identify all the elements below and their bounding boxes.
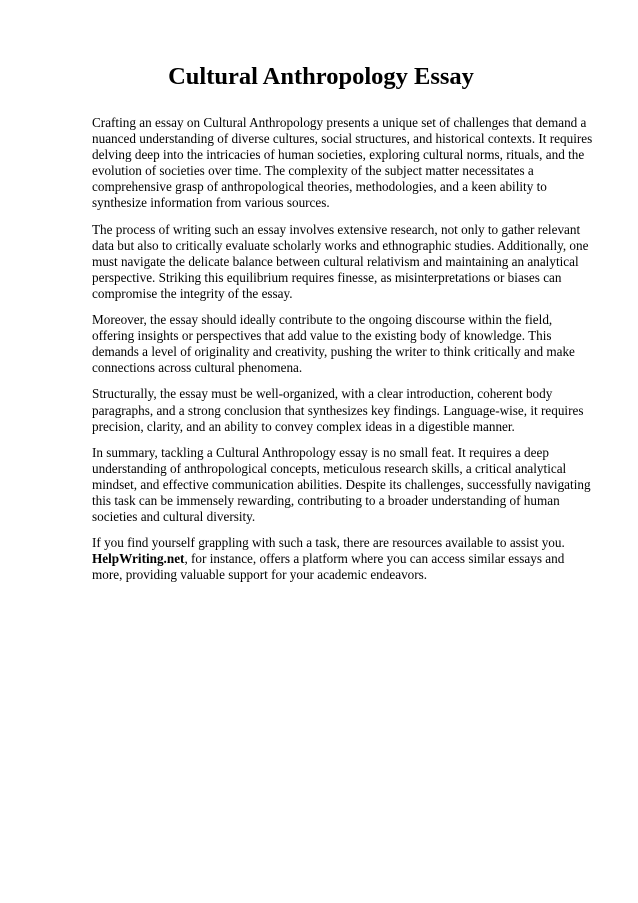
document-title: Cultural Anthropology Essay [168,63,474,90]
paragraph-6 [92,535,596,583]
paragraph-6-intro: If you find yourself grappling with such a task, there are resources available to assist you. [92,535,565,551]
paragraph-1: Crafting an essay on Cultural Anthropology presents a unique set of challenges that demand a nuanced understanding of diverse cultures, social structures, and historical contexts. It requires delving deep into the intricacies of human societies, exploring cultural norms, rituals, and the evolution of societies over time. The complexity of the subject matter necessitates a comprehensive grasp of anthropological theories, methodologies, and a keen ability to synthesize information from various sources. [92,115,593,211]
paragraph-3: Moreover, the essay should ideally contribute to the ongoing discourse within the field, offering insights or perspectives that add value to the existing body of knowledge. This demands a level of originality and creativity, pushing the writer to think critically and make connections across cultural phenomena. [92,312,575,376]
brand-link[interactable]: HelpWriting.net [92,551,185,567]
paragraph-5: In summary, tackling a Cultural Anthropology essay is no small feat. It requires a deep understanding of anthropological concepts, meticulous research skills, a critical analytical mindset, and effective communication abilities. Despite its challenges, successfully navigating this task can be immensely rewarding, contributing to a broader understanding of human societies and cultural diversity. [92,444,591,525]
paragraph-6-outro: , for instance, offers a platform where you can access similar essays and more, providing valuable support for your academic endeavors. [92,551,565,583]
paragraph-4: Structurally, the essay must be well-organized, with a clear introduction, coherent body paragraphs, and a strong conclusion that synthesizes key findings. Language-wise, it requires precision, clarity, and an ability to convey complex ideas in a digestible manner. [92,386,584,434]
paragraph-2: The process of writing such an essay involves extensive research, not only to gather relevant data but also to critically evaluate scholarly works and ethnographic studies. Additionally, one must navigate the delicate balance between cultural relativism and maintaining an analytical perspective. Striking this equilibrium requires finesse, as misinterpretations or biases can compromise the integrity of the essay. [92,221,589,301]
